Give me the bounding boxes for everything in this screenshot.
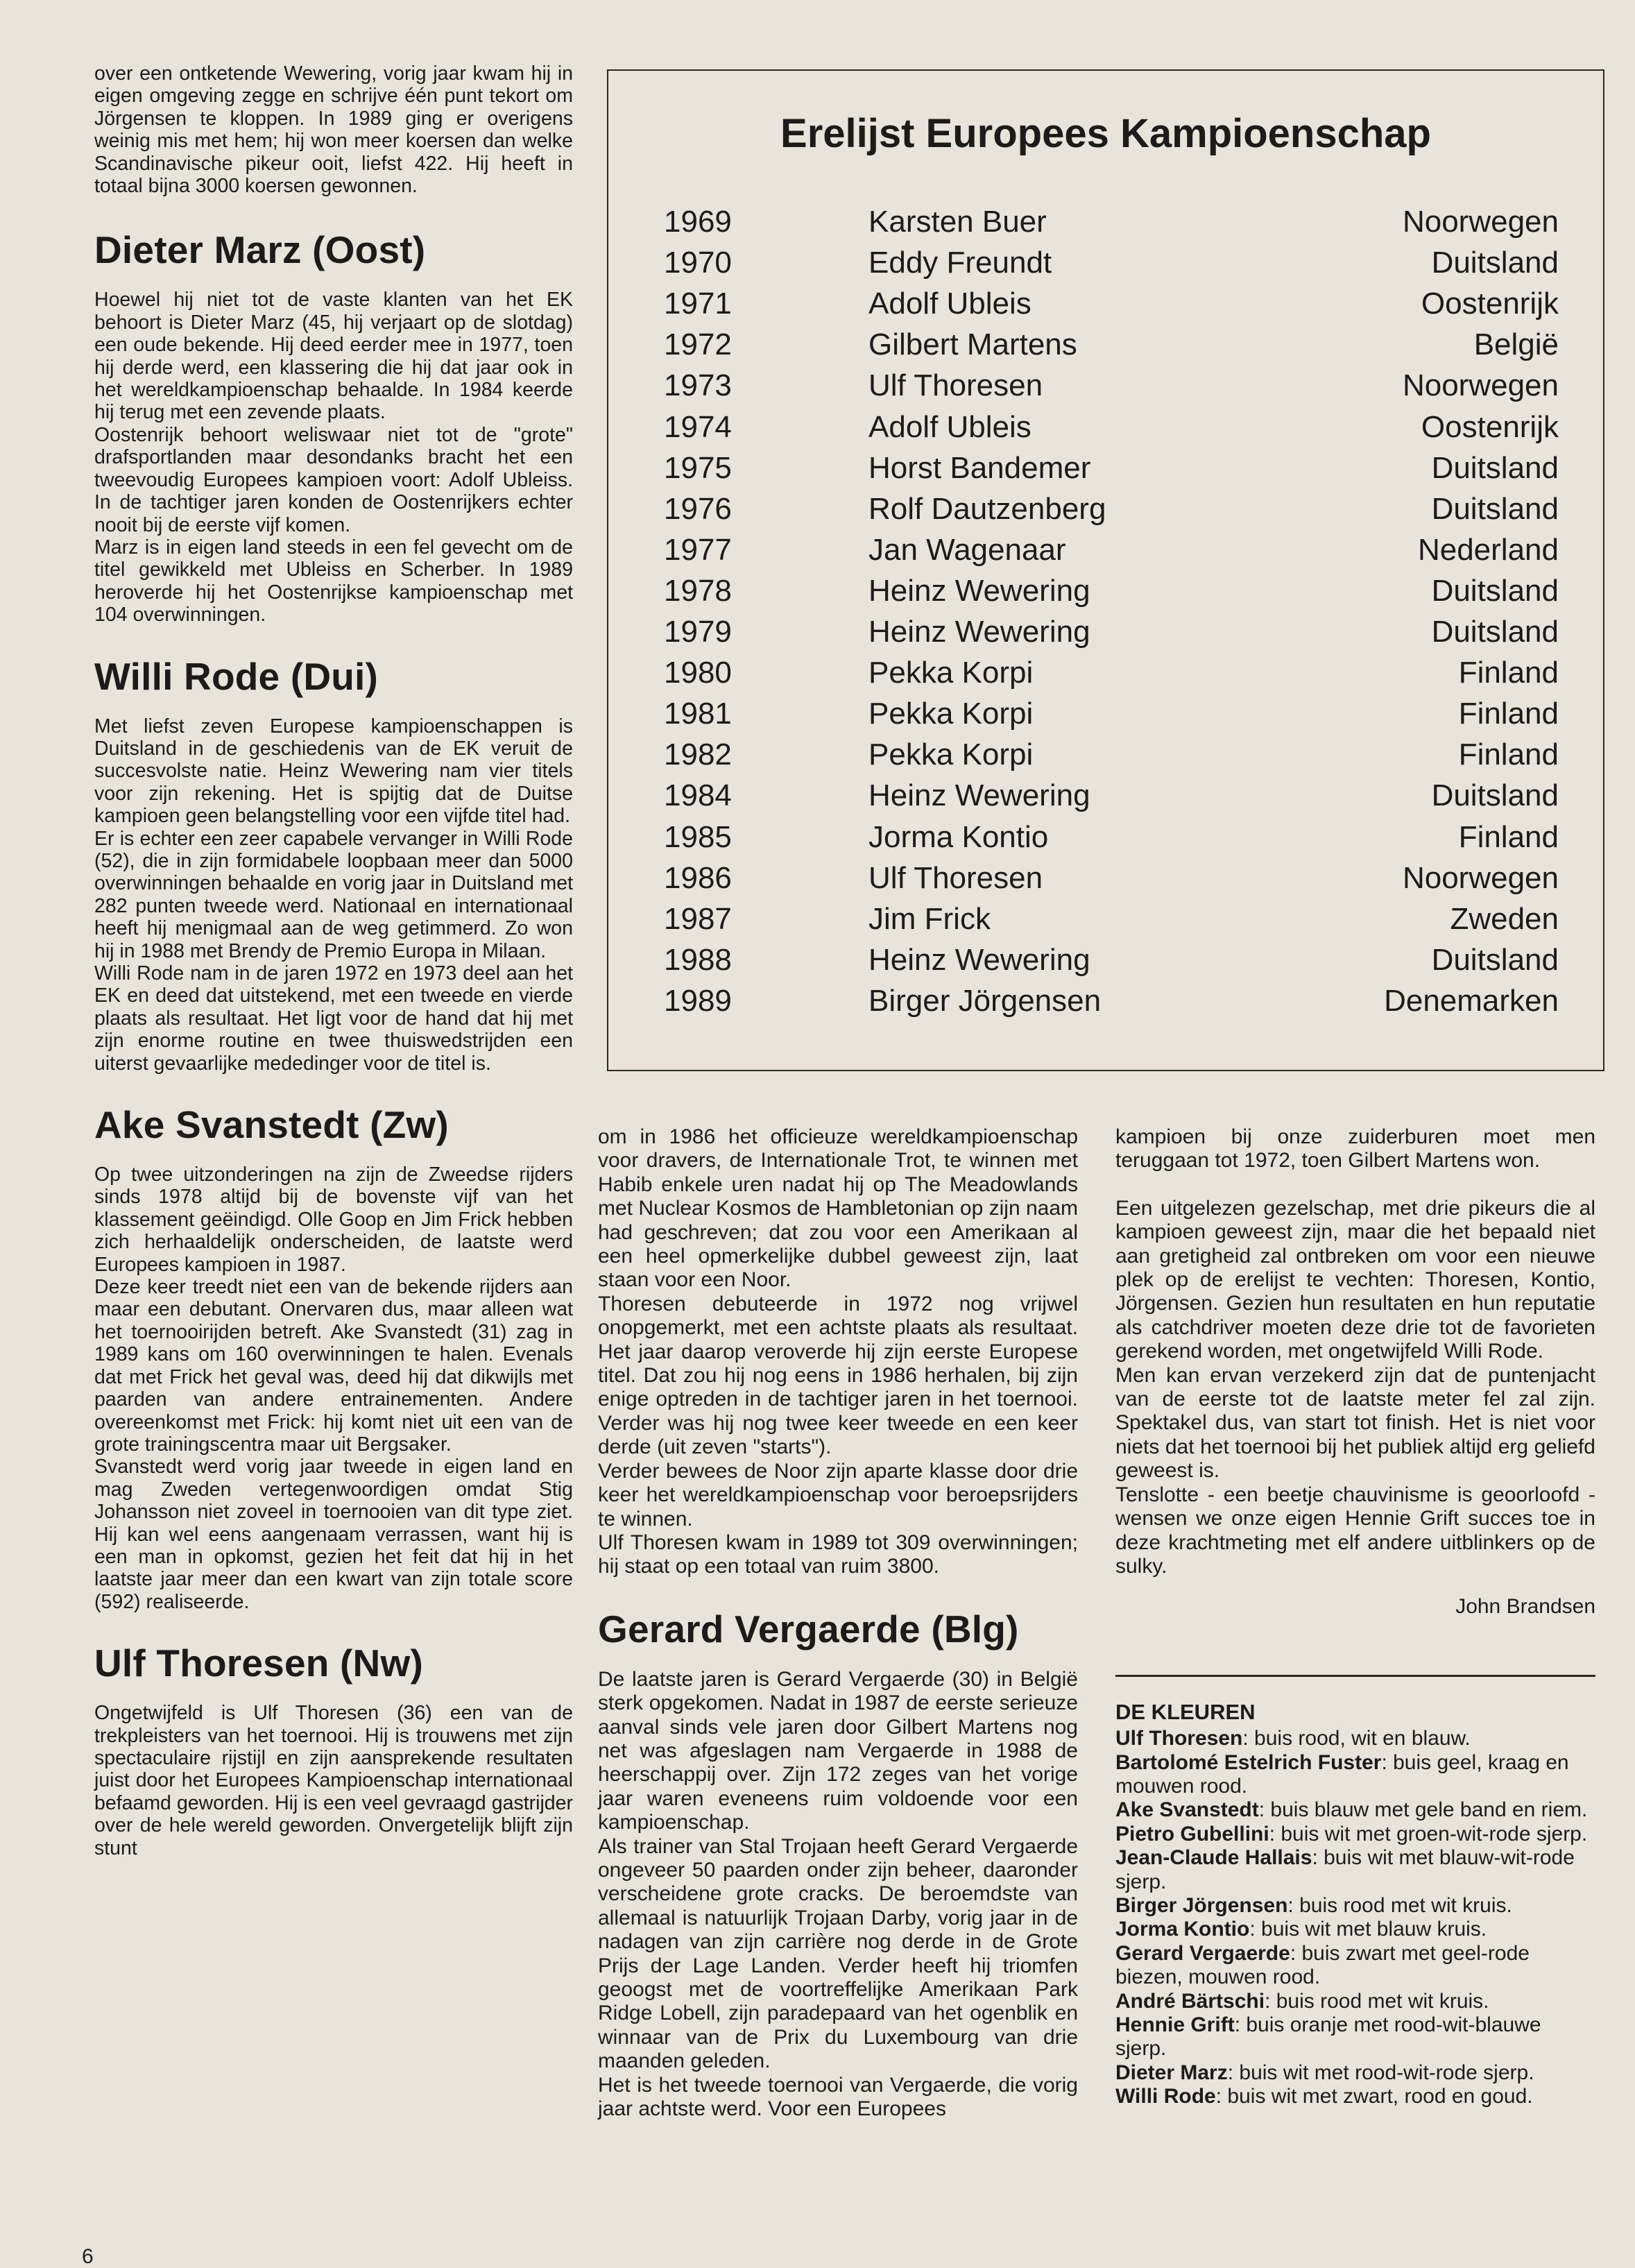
honor-name: Ulf Thoresen [868, 860, 1043, 895]
page-number: 6 [82, 2245, 94, 2268]
honor-list-row [608, 447, 1603, 488]
honor-year: 1981 [664, 697, 732, 731]
color-entry [1115, 2085, 1595, 2108]
honor-country: Oostenrijk [1421, 287, 1559, 321]
honor-name: Horst Bandemer [868, 450, 1091, 485]
paragraph: Oostenrijk behoort weliswaar niet tot de "grote" drafsportlanden maar desondanks bracht het een tweevoudig Europees kampioen voort: Adolf Ubleiss. In de tachtiger jaren konden de Oostenrijkers echter nooit bij de eerste vijf komen. [94, 423, 573, 536]
paragraph: Deze keer treedt niet een van de bekende rijders aan maar een debutant. Onervaren dus, maar alleen wat het toernooirijden betreft. Ake Svanstedt (31) zag in 1989 kans om 160 overwinningen te halen. Evenals dat met Frick het geval was, deed hij dat dikwijls met paarden van andere entrainementen. Andere overeenkomst met Frick: hij komt niet uit een van de grote trainingscentra maar uit Bergsaker. [94, 1276, 573, 1456]
color-entry-name: Bartolomé Estelrich Fuster [1115, 1750, 1382, 1774]
honor-name: Pekka Korpi [868, 656, 1034, 690]
color-entry-desc: : buis wit met groen-wit-rode sjerp. [1269, 1822, 1588, 1845]
honor-country: Duitsland [1431, 778, 1559, 813]
honor-year: 1988 [664, 942, 732, 977]
paragraph: Ulf Thoresen kwam in 1989 tot 309 overwinningen; hij staat op een totaal van ruim 3800. [598, 1531, 1078, 1578]
color-entry [1115, 1990, 1595, 2013]
section-title-marz: Dieter Marz (Oost) [94, 228, 426, 272]
honor-country: Finland [1458, 737, 1559, 772]
honor-year: 1980 [664, 656, 732, 690]
honor-country: Noorwegen [1402, 860, 1559, 895]
honor-country: Nederland [1417, 532, 1559, 567]
honor-list-row [608, 283, 1603, 324]
honor-list-row [608, 529, 1603, 570]
honor-name: Adolf Ubleis [868, 409, 1031, 444]
honor-year: 1987 [664, 901, 732, 936]
paragraph: Er is echter een zeer capabele vervanger in Willi Rode (52), die in zijn formidabele loopbaan meer dan 5000 overwinningen behaalde en vorig jaar in Duitsland met 282 punten tweede werd. Nationaal en internationaal heeft hij menigmaal aan de weg getimmerd. Zo won hij in 1988 met Brendy de Premio Europa in Milaan. [94, 827, 573, 962]
paragraph: Op twee uitzonderingen na zijn de Zweedse rijders sinds 1978 altijd bij de bovenste vijf van het klassement geëindigd. Olle Goop en Jim Frick hebben zich herhaaldelijk onderscheiden, de laatste werd Europees kampioen in 1987. [94, 1163, 573, 1276]
honor-year: 1973 [664, 368, 732, 403]
honor-country: Duitsland [1431, 450, 1559, 485]
honor-list-row [608, 365, 1603, 406]
honor-country: Duitsland [1431, 573, 1559, 608]
color-entry-name: Jean-Claude Hallais [1115, 1846, 1312, 1870]
honor-name: Heinz Wewering [868, 615, 1090, 649]
color-entry [1115, 1894, 1595, 1918]
honor-country: Duitsland [1431, 491, 1559, 526]
color-entry-desc: : buis wit met zwart, rood en goud. [1215, 2085, 1533, 2108]
paragraph: Met liefst zeven Europese kampioenschappen is Duitsland in de geschiedenis van de EK veruit de succesvolste natie. Heinz Wewering nam vier titels voor zijn rekening. Het is spijtig dat de Duitse kampioen geen belangstelling voor een vijfde titel had. [94, 715, 573, 828]
paragraph: Men kan ervan verzekerd zijn dat de puntenjacht van de eerste tot de laatste meter fel zal zijn. Spektakel dus, van start tot finish. Het is niet voor niets dat het toernooi bij het publiek altijd erg geliefd geweest is. [1115, 1363, 1595, 1483]
color-entry-name: Gerard Vergaerde [1115, 1941, 1290, 1965]
honor-year: 1976 [664, 491, 732, 526]
paragraph: om in 1986 het officieuze wereldkampioenschap voor dravers, de Internationale Trot, te winnen met Habib enkele uren nadat hij op The Meadowlands met Nuclear Kosmos de Hambletonian op zijn naam had geschreven; dat zou voor een Amerikaan al een heel opmerkelijke dubbel geweest zijn, laat staan voor een Noor. [598, 1125, 1079, 1292]
color-entry-name: Pietro Gubellini [1115, 1822, 1269, 1845]
honor-country: Denemarken [1384, 983, 1559, 1018]
paragraph: Verder bewees de Noor zijn aparte klasse door drie keer het wereldkampioenschap voor beroepsrijders te winnen. [598, 1459, 1078, 1531]
color-entry [1115, 1823, 1595, 1846]
honor-year: 1982 [664, 737, 732, 772]
color-entry-desc: : buis rood, wit en blauw. [1242, 1727, 1471, 1750]
honor-name: Gilbert Martens [868, 327, 1077, 362]
honor-country: Noorwegen [1402, 205, 1559, 239]
honor-country: Finland [1458, 656, 1559, 690]
honor-list-row [608, 898, 1603, 939]
color-entry-desc: : buis zwart met geel-rode biezen, mouwen rood. [1115, 1941, 1530, 1989]
color-entry [1115, 2013, 1595, 2061]
honor-year: 1979 [664, 615, 732, 649]
honor-list-row [608, 611, 1603, 652]
section-title-thoresen: Ulf Thoresen (Nw) [94, 1642, 423, 1685]
honor-year: 1978 [664, 573, 732, 608]
color-entry-desc: : buis blauw met gele band en riem. [1258, 1798, 1588, 1822]
honor-year: 1974 [664, 409, 732, 444]
color-entry [1115, 1727, 1595, 1750]
honor-year: 1989 [664, 983, 732, 1018]
honor-list-row [608, 693, 1603, 734]
color-entry-desc: : buis wit met blauw kruis. [1249, 1918, 1487, 1941]
color-entry [1115, 1751, 1595, 1799]
color-entry-desc: : buis rood met wit kruis. [1265, 1989, 1489, 2013]
honor-country: Duitsland [1431, 615, 1559, 649]
honor-country: Oostenrijk [1421, 409, 1559, 444]
color-entry-desc: : buis wit met rood-wit-rode sjerp. [1227, 2061, 1534, 2084]
honor-name: Jim Frick [868, 901, 991, 936]
color-entry-name: Willi Rode [1115, 2085, 1216, 2108]
paragraph: Het is het tweede toernooi van Vergaerde, die vorig jaar achtste werd. Voor een Europees [598, 2073, 1078, 2121]
honor-name: Ulf Thoresen [868, 368, 1043, 403]
paragraph: Marz is in eigen land steeds in een fel gevecht om de titel gewikkeld met Ubleiss en Scherber. In 1989 heroverde hij het Oostenrijkse kampioenschap met 104 overwinningen. [94, 536, 573, 626]
honor-list-row [608, 939, 1603, 980]
honor-list-row [608, 817, 1603, 858]
paragraph: Een uitgelezen gezelschap, met drie pikeurs die al kampioen geweest zijn, maar die het bepaald niet aan gretigheid zal ontbreken om voor een nieuwe plek op de erelijst te vechten: Thoresen, Kontio, Jörgensen. Gezien hun resultaten en hun reputatie als catchdriver moeten deze drie tot de favorieten gerekend worden, met ongetwijfeld Willi Rode. [1115, 1196, 1595, 1363]
honor-year: 1971 [664, 287, 732, 321]
honor-list-row [608, 488, 1603, 529]
honor-country: Zweden [1450, 901, 1559, 936]
paragraph: Hoewel hij niet tot de vaste klanten van het EK behoort is Dieter Marz (45, hij verjaart op de slotdag) een oude bekende. Hij deed eerder mee in 1977, toen hij derde werd, een klassering die hij dat jaar ook in het wereldkampioenschap behaalde. In 1984 keerde hij terug met een zevende plaats. [94, 289, 573, 424]
paragraph: Als trainer van Stal Trojaan heeft Gerard Vergaerde ongeveer 50 paarden onder zijn beheer, daaronder verscheidene grote cracks. De beroemdste van allemaal is natuurlijk Trojaan Darby, vorig jaar in de nadagen van zijn carrière nog derde in de Grote Prijs der Lage Landen. Verder heeft hij triomfen geoogst met de voortreffelijke Amerikaan Park Ridge Lobell, zijn paradepaard van het ogenblik en winnaar van de Prix du Luxembourg van drie maanden geleden. [598, 1834, 1078, 2073]
author-signature: John Brandsen [1455, 1595, 1595, 1619]
honor-list-box [607, 69, 1604, 1071]
middle-column [598, 1125, 1078, 2121]
color-entry [1115, 1942, 1595, 1990]
honor-list-row [608, 324, 1603, 365]
honor-country: Finland [1458, 697, 1559, 731]
honor-year: 1977 [664, 532, 732, 567]
color-entry-name: Ake Svanstedt [1115, 1798, 1259, 1822]
honor-name: Adolf Ubleis [868, 287, 1031, 321]
honor-name: Heinz Wewering [868, 778, 1090, 813]
color-entry [1115, 1918, 1595, 1941]
honor-year: 1972 [664, 327, 732, 362]
paragraph: Svanstedt werd vorig jaar tweede in eigen land en mag Zweden vertegenwoordigen omdat Stig Johansson niet zoveel in toernooien van dit type ziet. Hij kan wel eens aangenaam verrassen, want hij is een man in opkomst, gezien het feit dat hij in het laatste jaar meer dan een kwart van zijn totale score (592) realiseerde. [94, 1456, 573, 1613]
intro-paragraph: over een ontketende Wewering, vorig jaar kwam hij in eigen omgeving zegge en schrijve één punt tekort om Jörgensen te kloppen. In 1989 ging er overigens weinig mis met hem; hij won meer koersen dan welke Scandinavische pikeur ooit, liefst 422. Hij heeft in totaal bijna 3000 koersen gewonnen. [94, 62, 573, 198]
honor-list-title: Erelijst Europees Kampioenschap [780, 111, 1431, 156]
paragraph: Ongetwijfeld is Ulf Thoresen (36) een van de trekpleisters van het toernooi. Hij is trouwens met zijn spectaculaire rijstijl en zijn aansprekende resultaten juist door het Europees Kampioenschap internationaal befaamd geworden. Hij is een veel gevraagd gastrijder over de hele wereld geworden. Onvergetelijk blijft zijn stunt [94, 1702, 573, 1859]
honor-list-row [608, 734, 1603, 775]
honor-name: Jorma Kontio [868, 819, 1049, 854]
color-entry-name: André Bärtschi [1115, 1989, 1265, 2013]
honor-name: Heinz Wewering [868, 942, 1090, 977]
honor-country: Duitsland [1431, 942, 1559, 977]
divider [1115, 1675, 1595, 1677]
honor-country: Duitsland [1431, 246, 1559, 280]
honor-name: Heinz Wewering [868, 573, 1090, 608]
honor-country: Finland [1458, 819, 1559, 854]
colors-list [1115, 1727, 1595, 2109]
honor-list-row [608, 570, 1603, 611]
paragraph: Thoresen debuteerde in 1972 nog vrijwel onopgemerkt, met een achtste plaats als resultaat. Het jaar daarop veroverde hij zijn eerste Europese titel. Dat zou hij nog eens in 1986 herhalen, bij zijn enige optreden in de tachtiger jaren in het toernooi. Verder was hij nog twee keer tweede en een keer derde (uit zeven "starts"). [598, 1292, 1078, 1459]
honor-list-row [608, 242, 1603, 283]
right-column [1115, 1125, 1595, 2109]
honor-name: Rolf Dautzenberg [868, 491, 1106, 526]
paragraph: De laatste jaren is Gerard Vergaerde (30) in België sterk opgekomen. Nadat in 1987 de eerste serieuze aanval sinds vele jaren door Gilbert Martens nog net was afgeslagen nam Vergaerde in 1988 de heerschappij over. Zijn 172 zeges van het vorige jaar waren eveneens ruim voldoende voor een kampioenschap. [598, 1667, 1078, 1834]
honor-year: 1985 [664, 819, 732, 854]
honor-list-row [608, 201, 1603, 242]
color-entry-name: Jorma Kontio [1115, 1918, 1250, 1941]
color-entry-name: Birger Jörgensen [1115, 1893, 1288, 1917]
honor-name: Pekka Korpi [868, 697, 1034, 731]
color-entry [1115, 1798, 1595, 1822]
color-entry [1115, 1846, 1595, 1894]
color-entry [1115, 2061, 1595, 2085]
colors-title: DE KLEUREN [1115, 1699, 1256, 1724]
color-entry-desc: : buis wit met blauw-wit-rode sjerp. [1115, 1846, 1575, 1893]
honor-list-row [608, 858, 1603, 898]
honor-year: 1986 [664, 860, 732, 895]
paragraph: Willi Rode nam in de jaren 1972 en 1973 deel aan het EK en deed dat uitstekend, met een tweede en vierde plaats als resultaat. Het ligt voor de hand dat hij met zijn enorme routine en twee thuiswedstrijden een uiterst gevaarlijke mededinger voor de titel is. [94, 962, 573, 1075]
honor-country: België [1473, 327, 1559, 362]
color-entry-desc: : buis geel, kraag en mouwen rood. [1115, 1750, 1569, 1798]
honor-country: Noorwegen [1402, 368, 1559, 403]
honor-list-row [608, 652, 1603, 693]
section-title-vergaerde: Gerard Vergaerde (Blg) [598, 1607, 1019, 1651]
honor-year: 1969 [664, 205, 732, 239]
color-entry-desc: : buis oranje met rood-wit-blauwe sjerp. [1115, 2013, 1541, 2061]
honor-year: 1975 [664, 450, 732, 485]
honor-year: 1970 [664, 246, 732, 280]
honor-list-row [608, 775, 1603, 816]
honor-name: Karsten Buer [868, 205, 1047, 239]
honor-year: 1984 [664, 778, 732, 813]
section-title-svanstedt: Ake Svanstedt (Zw) [94, 1103, 449, 1147]
honor-name: Eddy Freundt [868, 246, 1052, 280]
color-entry-desc: : buis rood met wit kruis. [1287, 1893, 1512, 1917]
color-entry-name: Ulf Thoresen [1115, 1727, 1243, 1750]
honor-name: Jan Wagenaar [868, 532, 1066, 567]
paragraph: Tenslotte - een beetje chauvinisme is geoorloofd - wensen we onze eigen Hennie Grift succes toe in deze krachtmeting met elf andere uitblinkers op de sulky. [1115, 1483, 1595, 1578]
honor-list-row [608, 407, 1603, 447]
honor-name: Birger Jörgensen [868, 983, 1102, 1018]
left-column [94, 62, 573, 1859]
color-entry-name: Dieter Marz [1115, 2061, 1228, 2084]
paragraph: kampioen bij onze zuiderburen moet men teruggaan tot 1972, toen Gilbert Martens won. [1115, 1125, 1595, 1173]
honor-list-row [608, 980, 1603, 1021]
color-entry-name: Hennie Grift [1115, 2013, 1235, 2036]
section-title-rode: Willi Rode (Dui) [94, 654, 379, 698]
honor-name: Pekka Korpi [868, 737, 1034, 772]
